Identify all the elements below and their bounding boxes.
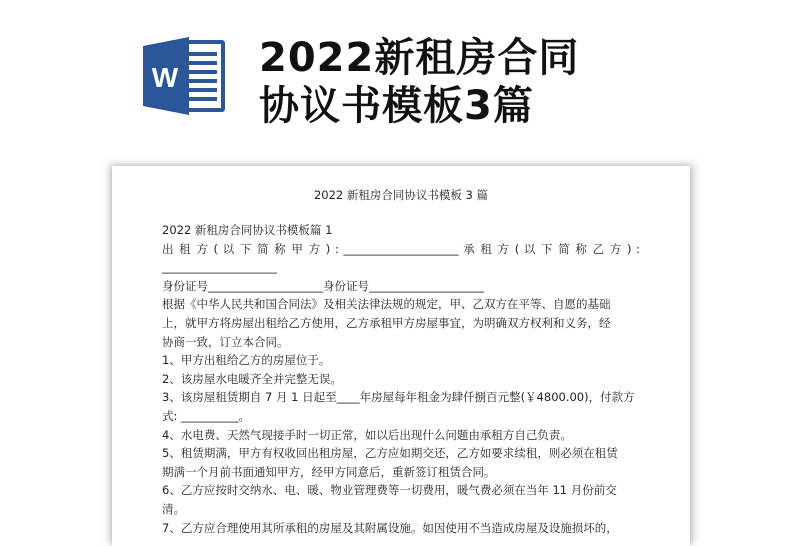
text-line: 期满一个月前书面通知甲方，经甲方同意后，重新签订租赁合同。	[162, 464, 496, 479]
text-line: 3、该房屋租赁期自 7 月 1 日起至____年房屋每年租金为肆仟捌百元整(￥4800.00)，付款方	[162, 390, 635, 405]
text-line: 2、该房屋水电暖齐全并完整无误。	[162, 371, 342, 386]
document-page	[112, 166, 690, 546]
text-line: 协商一致，订立本合同。	[162, 334, 289, 349]
text-line: 6、乙方应按时交纳水、电、暖、物业管理费等一切费用，暖气费必须在当年 11 月份前交	[162, 483, 617, 498]
section-heading: 2022 新租房合同协议书模板篇 1	[162, 223, 333, 237]
text-line: 4、水电费、天然气现接手时一切正常，如以后出现什么问题由承租方自己负责。	[162, 427, 572, 442]
text-line: 式: __________。	[162, 408, 251, 423]
text-line: 清。	[162, 501, 185, 516]
document-title: 2022 新租房合同协议书模板 3 篇	[313, 188, 489, 202]
text-line: 出 租 方 ( 以 下 简 称 甲 方 ) : ____________________ 承 租 方 ( 以 下 简 称 乙 方 ) :	[162, 241, 640, 256]
text-line: 5、租赁期满，甲方有权收回出租房屋，乙方应如期交还，乙方如要求续租，则必须在租赁	[162, 446, 618, 461]
header-banner	[0, 0, 800, 165]
svg-text:W: W	[151, 62, 179, 93]
text-line: 1、甲方出租给乙方的房屋位于。	[162, 353, 331, 368]
page-title	[259, 34, 579, 130]
document-body	[162, 221, 640, 537]
text-line: 身份证号____________________身份证号____________________	[162, 278, 484, 293]
title-line-1: 2022新租房合同	[259, 35, 580, 81]
word-document-icon	[141, 34, 227, 118]
text-line: 7、乙方应合理使用其所承租的房屋及其附属设施。如因使用不当造成房屋及设施损坏的，	[162, 520, 618, 535]
title-line-2: 协议书模板3篇	[259, 83, 534, 129]
text-line: 根据《中华人民共和国合同法》及相关法律法规的规定，甲、乙双方在平等、自愿的基础	[162, 297, 611, 312]
text-line: 上，就甲方将房屋出租给乙方使用，乙方承租甲方房屋事宜，为明确双方权利和义务，经	[162, 315, 611, 330]
text-line: ____________________	[162, 260, 277, 275]
